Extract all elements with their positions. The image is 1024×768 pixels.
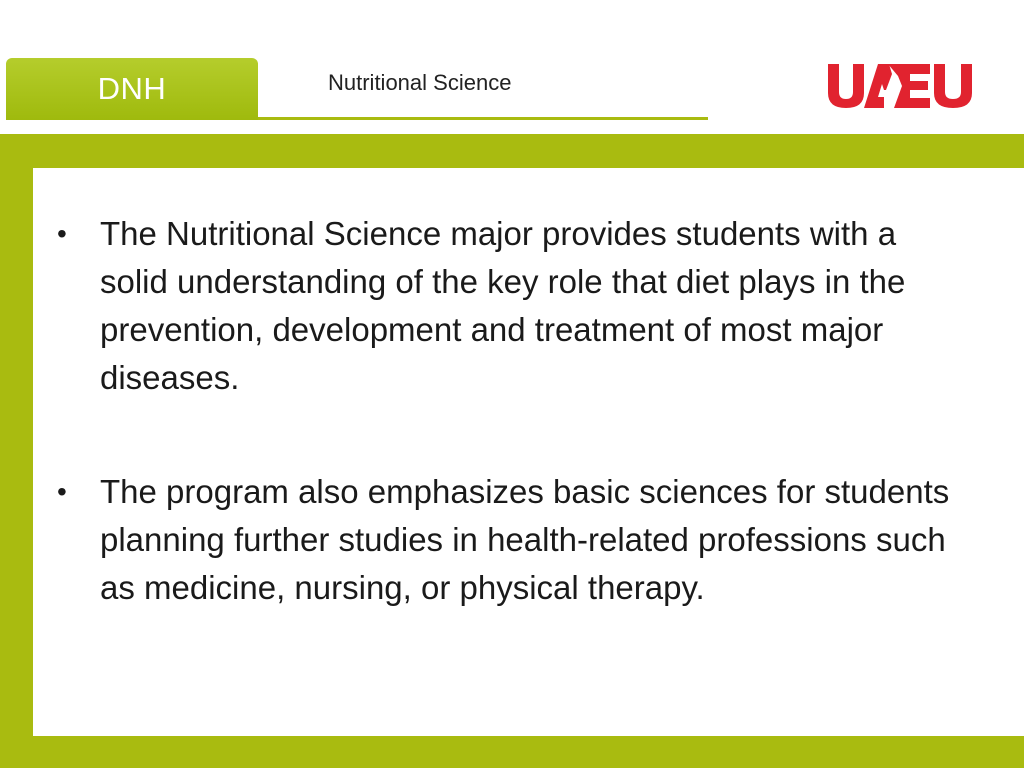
bullet-text: The Nutritional Science major provides students with a solid understanding of the key role that diet plays in the prevention, development and treatment of most major diseases.	[100, 215, 906, 396]
bullet-item	[33, 210, 973, 402]
header-tab	[6, 58, 258, 120]
slide-content	[33, 168, 1024, 736]
bullet-list	[33, 210, 973, 678]
bullet-item	[33, 468, 973, 612]
header-subtitle: Nutritional Science	[328, 70, 512, 95]
bullet-text: The program also emphasizes basic sciences for students planning further studies in health-related professions such as medicine, nursing, or physical therapy.	[100, 473, 950, 606]
header-tab-label: DNH	[97, 71, 167, 106]
bullet-icon: •	[57, 476, 67, 507]
uaeu-logo	[826, 62, 974, 110]
bullet-icon: •	[57, 218, 67, 249]
header-divider	[258, 117, 708, 120]
